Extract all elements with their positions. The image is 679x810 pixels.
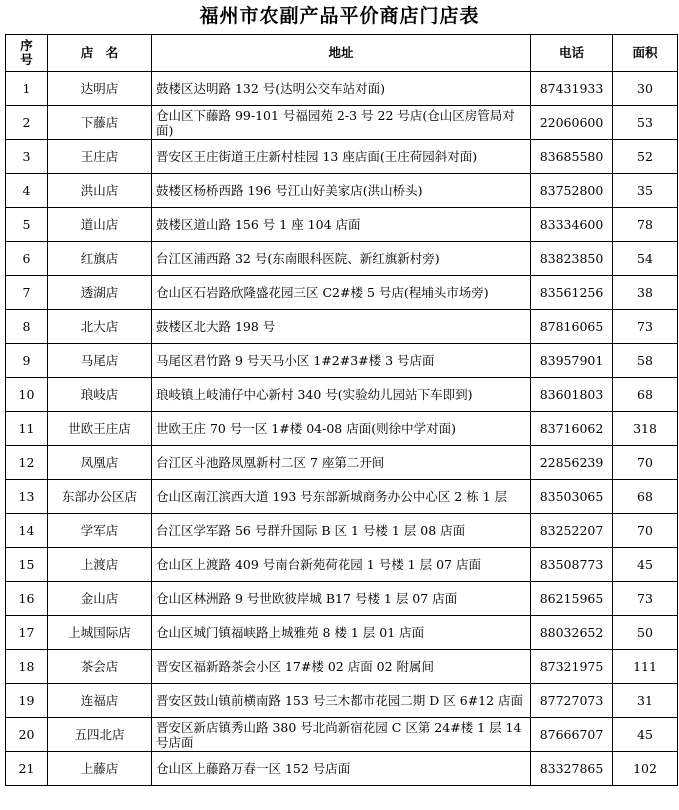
cell-area: 73 [613,310,678,344]
cell-address: 仓山区下藤路 99-101 号福园苑 2-3 号 22 号店(仓山区房管局对面) [152,106,531,140]
table-row [6,208,678,242]
cell-area: 111 [613,650,678,684]
cell-address: 台江区斗池路凤凰新村二区 7 座第二开间 [152,446,531,480]
column-header-phone: 电话 [531,35,613,72]
cell-area: 35 [613,174,678,208]
cell-seq: 4 [6,174,48,208]
cell-seq: 14 [6,514,48,548]
cell-seq: 13 [6,480,48,514]
cell-seq: 9 [6,344,48,378]
cell-seq: 11 [6,412,48,446]
cell-store-name: 世欧王庄店 [48,412,152,446]
cell-store-name: 上渡店 [48,548,152,582]
cell-store-name: 东部办公区店 [48,480,152,514]
cell-area: 53 [613,106,678,140]
cell-address: 鼓楼区道山路 156 号 1 座 104 店面 [152,208,531,242]
table-header-row [6,35,678,72]
cell-area: 45 [613,718,678,752]
cell-phone: 87321975 [531,650,613,684]
seq-header-top: 序 [20,38,33,53]
cell-phone: 22856239 [531,446,613,480]
cell-phone: 83685580 [531,140,613,174]
table-row [6,106,678,140]
cell-phone: 83334600 [531,208,613,242]
cell-seq: 19 [6,684,48,718]
cell-store-name: 凤凰店 [48,446,152,480]
cell-address: 晋安区福新路茶会小区 17#楼 02 店面 02 附属间 [152,650,531,684]
cell-address: 晋安区王庄街道王庄新村桂园 13 座店面(王庄荷园斜对面) [152,140,531,174]
cell-store-name: 马尾店 [48,344,152,378]
cell-area: 50 [613,616,678,650]
cell-phone: 87816065 [531,310,613,344]
cell-area: 58 [613,344,678,378]
cell-address: 鼓楼区杨桥西路 196 号江山好美家店(洪山桥头) [152,174,531,208]
cell-area: 52 [613,140,678,174]
cell-store-name: 上城国际店 [48,616,152,650]
cell-seq: 15 [6,548,48,582]
table-row [6,684,678,718]
table-row [6,616,678,650]
cell-area: 70 [613,514,678,548]
cell-address: 台江区学军路 56 号群升国际 B 区 1 号楼 1 层 08 店面 [152,514,531,548]
cell-seq: 10 [6,378,48,412]
cell-store-name: 北大店 [48,310,152,344]
column-header-name: 店 名 [48,35,152,72]
cell-store-name: 达明店 [48,72,152,106]
column-header-seq [6,35,48,72]
table-row [6,140,678,174]
cell-phone: 87727073 [531,684,613,718]
table-row [6,446,678,480]
cell-address: 马尾区君竹路 9 号天马小区 1#2#3#楼 3 号店面 [152,344,531,378]
table-row [6,582,678,616]
cell-area: 45 [613,548,678,582]
cell-area: 73 [613,582,678,616]
cell-seq: 7 [6,276,48,310]
cell-store-name: 五四北店 [48,718,152,752]
table-row [6,344,678,378]
cell-phone: 22060600 [531,106,613,140]
cell-seq: 16 [6,582,48,616]
table-row [6,650,678,684]
cell-address: 仓山区上渡路 409 号南台新苑荷花园 1 号楼 1 层 07 店面 [152,548,531,582]
cell-seq: 17 [6,616,48,650]
cell-address: 仓山区上藤路万春一区 152 号店面 [152,752,531,786]
cell-address: 仓山区城门镇福峡路上城雅苑 8 楼 1 层 01 店面 [152,616,531,650]
cell-phone: 83716062 [531,412,613,446]
cell-seq: 2 [6,106,48,140]
cell-seq: 8 [6,310,48,344]
cell-address: 仓山区南江滨西大道 193 号东部新城商务办公中心区 2 栋 1 层 [152,480,531,514]
table-row [6,548,678,582]
cell-address: 鼓楼区北大路 198 号 [152,310,531,344]
cell-address: 鼓楼区达明路 132 号(达明公交车站对面) [152,72,531,106]
table-row [6,310,678,344]
cell-phone: 88032652 [531,616,613,650]
cell-area: 318 [613,412,678,446]
column-header-area: 面积 [613,35,678,72]
cell-phone: 83503065 [531,480,613,514]
table-row [6,412,678,446]
cell-seq: 12 [6,446,48,480]
cell-area: 38 [613,276,678,310]
cell-address: 仓山区林洲路 9 号世欧彼岸城 B17 号楼 1 层 07 店面 [152,582,531,616]
cell-phone: 83327865 [531,752,613,786]
table-row [6,480,678,514]
cell-seq: 6 [6,242,48,276]
cell-phone: 83601803 [531,378,613,412]
cell-address: 仓山区石岩路欣隆盛花园三区 C2#楼 5 号店(程埔头市场旁) [152,276,531,310]
cell-area: 30 [613,72,678,106]
cell-store-name: 茶会店 [48,650,152,684]
cell-area: 70 [613,446,678,480]
table-row [6,514,678,548]
table-row [6,752,678,786]
cell-store-name: 上藤店 [48,752,152,786]
cell-store-name: 琅岐店 [48,378,152,412]
cell-store-name: 下藤店 [48,106,152,140]
cell-store-name: 金山店 [48,582,152,616]
cell-address: 晋安区新店镇秀山路 380 号北尚新宿花园 C 区第 24#楼 1 层 14 号店面 [152,718,531,752]
column-header-address: 地址 [152,35,531,72]
cell-store-name: 学军店 [48,514,152,548]
cell-seq: 18 [6,650,48,684]
store-table [5,34,678,786]
cell-phone: 87666707 [531,718,613,752]
cell-phone: 83957901 [531,344,613,378]
cell-address: 琅岐镇上岐浦仔中心新村 340 号(实验幼儿园站下车即到) [152,378,531,412]
cell-phone: 83561256 [531,276,613,310]
table-row [6,276,678,310]
cell-phone: 83823850 [531,242,613,276]
cell-area: 78 [613,208,678,242]
cell-area: 54 [613,242,678,276]
cell-address: 台江区浦西路 32 号(东南眼科医院、新红旗新村旁) [152,242,531,276]
page-title: 福州市农副产品平价商店门店表 [199,5,480,27]
cell-store-name: 洪山店 [48,174,152,208]
cell-seq: 3 [6,140,48,174]
cell-area: 68 [613,378,678,412]
cell-phone: 83752800 [531,174,613,208]
cell-address: 晋安区鼓山镇前横南路 153 号三木都市花园二期 D 区 6#12 店面 [152,684,531,718]
cell-phone: 83508773 [531,548,613,582]
table-row [6,72,678,106]
cell-seq: 20 [6,718,48,752]
cell-area: 68 [613,480,678,514]
cell-phone: 86215965 [531,582,613,616]
cell-address: 世欧王庄 70 号一区 1#楼 04-08 店面(则徐中学对面) [152,412,531,446]
cell-area: 102 [613,752,678,786]
cell-store-name: 连福店 [48,684,152,718]
cell-seq: 1 [6,72,48,106]
table-row [6,718,678,752]
cell-store-name: 王庄店 [48,140,152,174]
cell-area: 31 [613,684,678,718]
cell-store-name: 道山店 [48,208,152,242]
cell-store-name: 透湖店 [48,276,152,310]
seq-header-bottom: 号 [20,52,33,67]
table-row [6,242,678,276]
cell-phone: 83252207 [531,514,613,548]
cell-seq: 21 [6,752,48,786]
table-row [6,378,678,412]
cell-store-name: 红旗店 [48,242,152,276]
table-row [6,174,678,208]
cell-seq: 5 [6,208,48,242]
cell-phone: 87431933 [531,72,613,106]
